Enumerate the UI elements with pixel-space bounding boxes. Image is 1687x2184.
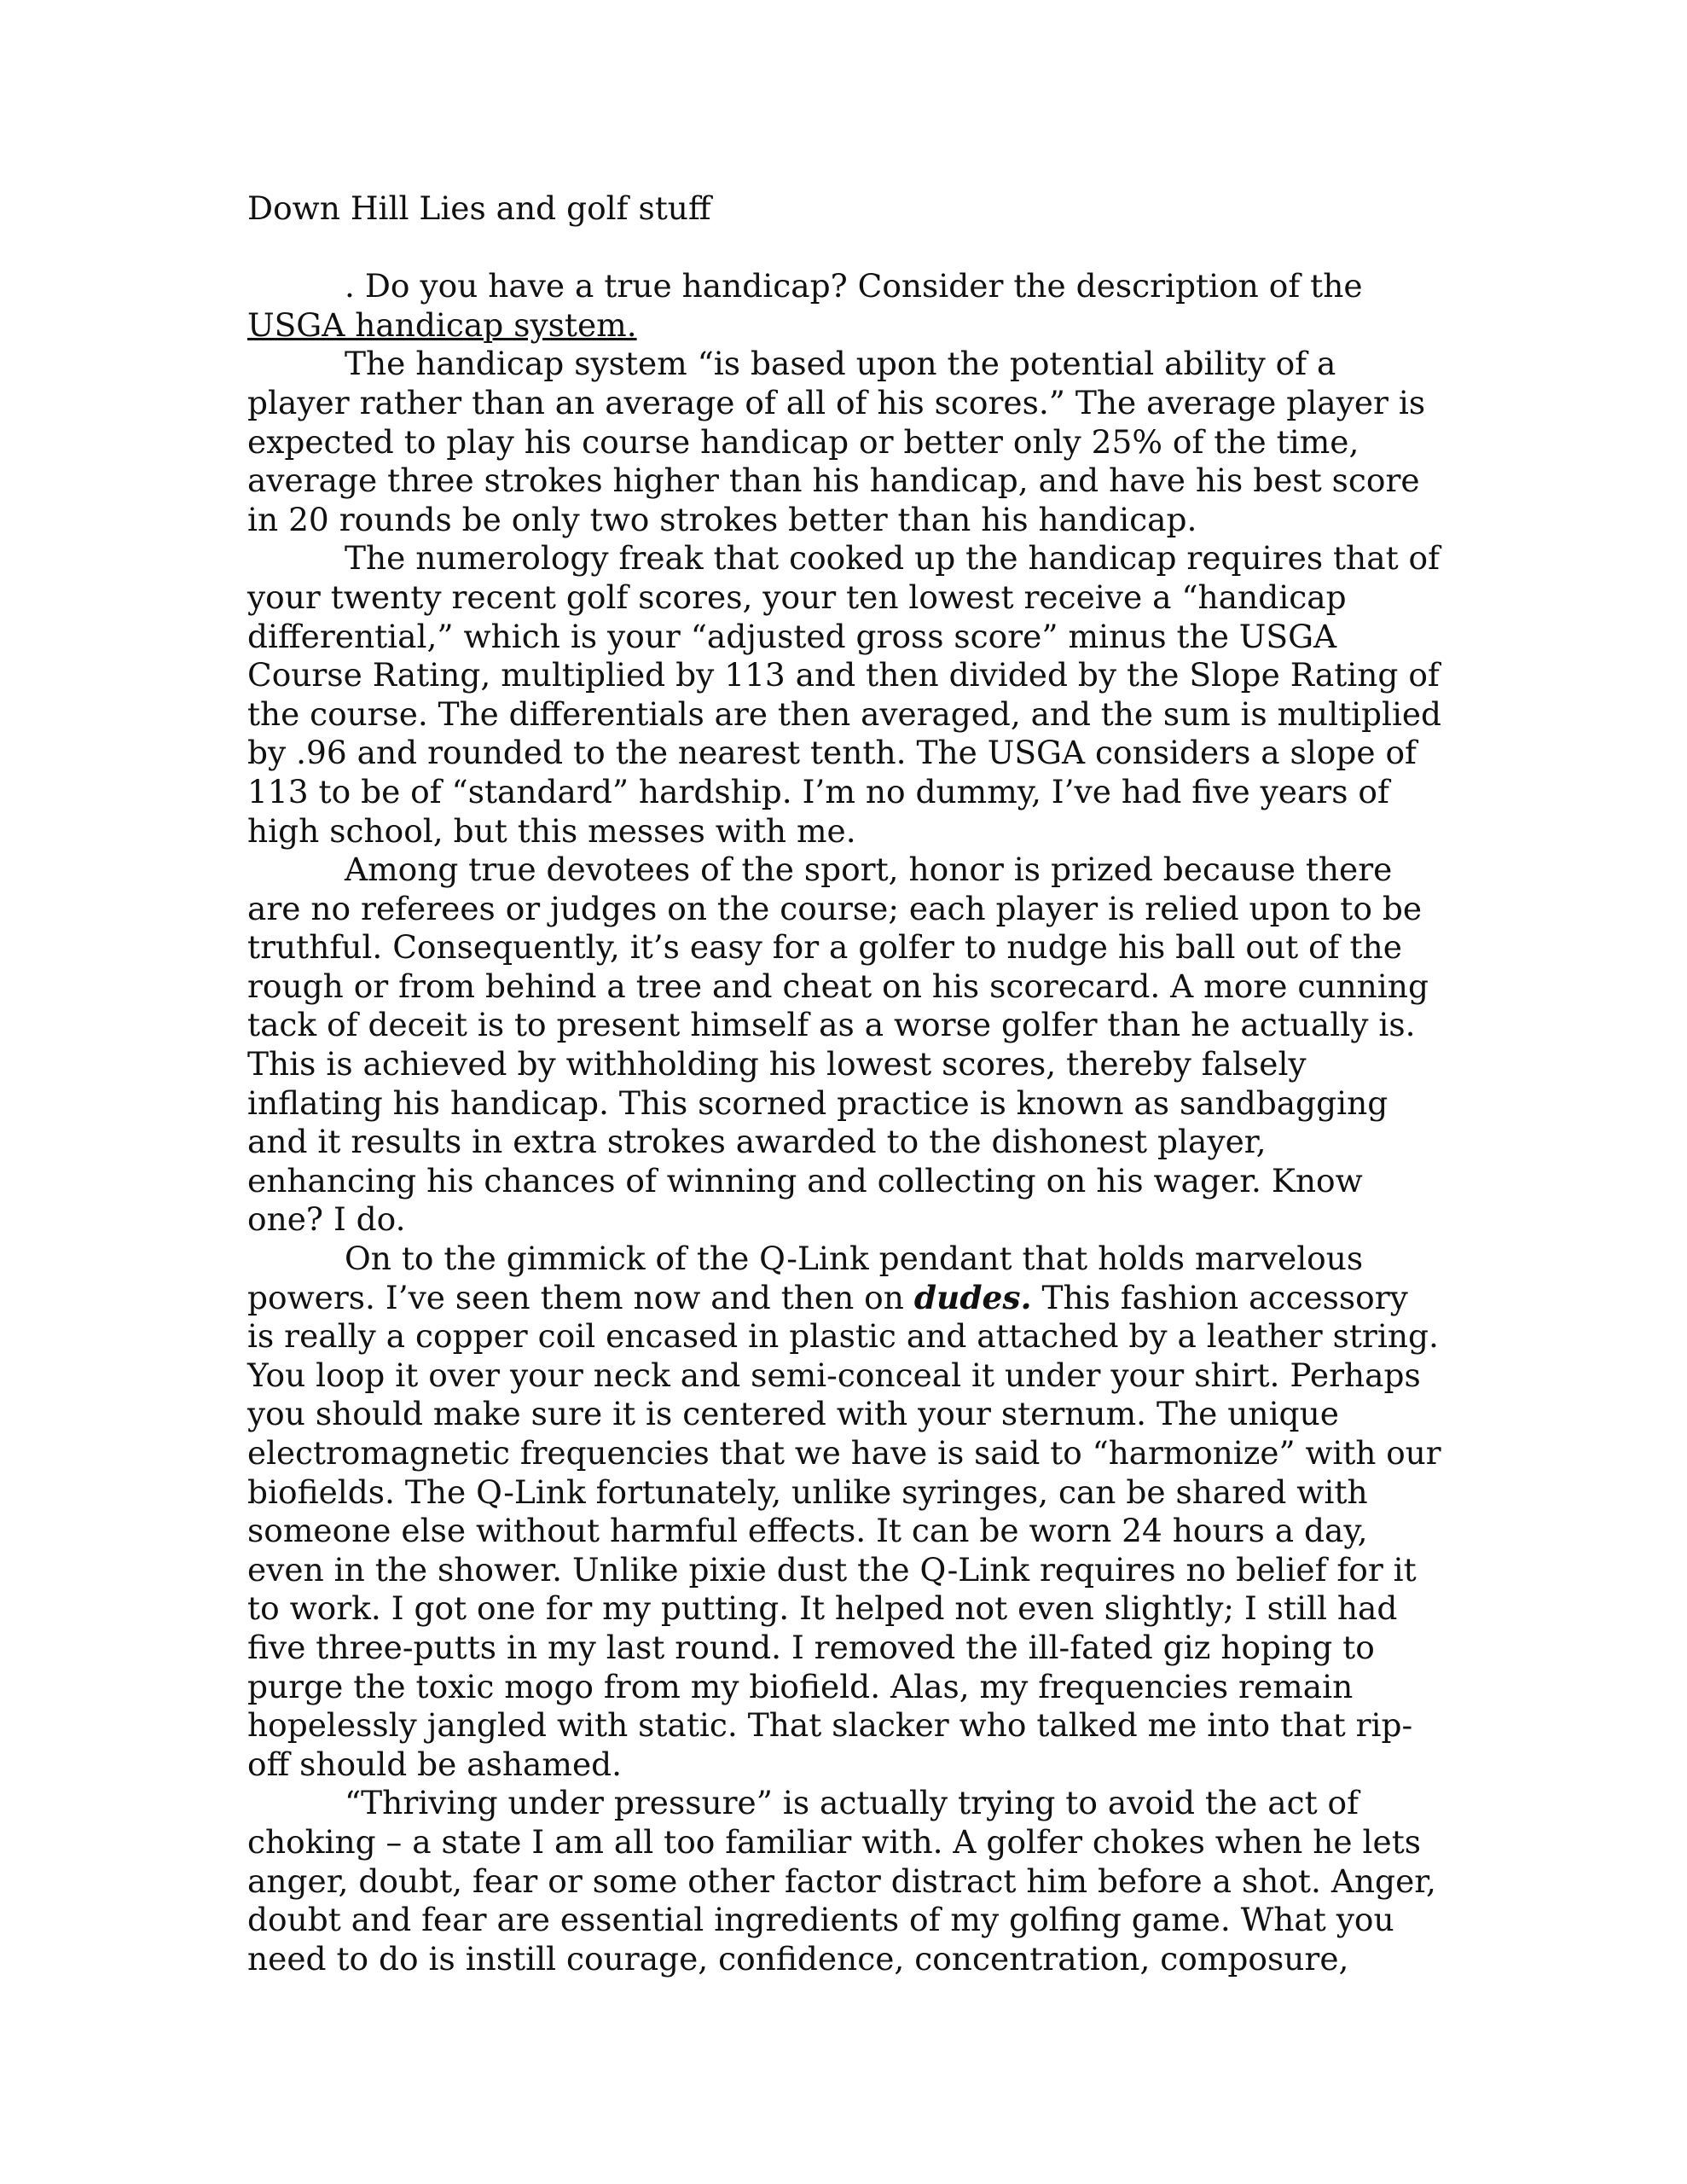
paragraph-line: tack of deceit is to present himself as a worse golfer than he actually is. <box>247 1006 1416 1044</box>
paragraph-line: truthful. Consequently, it’s easy for a golfer to nudge his ball out of the <box>247 928 1402 967</box>
paragraph-q-link <box>247 1240 1441 1784</box>
paragraph-line: expected to play his course handicap or better only 25% of the time, <box>247 422 1359 461</box>
paragraph-honor <box>247 851 1441 1240</box>
paragraph-line: choking – a state I am all too familiar with. A golfer chokes when he lets <box>247 1822 1422 1861</box>
paragraph-pressure <box>247 1784 1441 1978</box>
paragraph-line: high school, but this messes with me. <box>247 811 856 850</box>
intro-line <box>247 267 1441 306</box>
emphasis-dudes: dudes. <box>913 1278 1032 1316</box>
paragraph-line: You loop it over your neck and semi-conceal it under your shirt. Perhaps <box>247 1356 1421 1394</box>
paragraph-line: enhancing his chances of winning and collecting on his wager. Know <box>247 1161 1363 1199</box>
paragraph-line: five three-putts in my last round. I removed the ill-fated giz hoping to <box>247 1628 1375 1666</box>
intro-link-line <box>247 306 1441 346</box>
blank-line <box>247 229 1441 268</box>
line-text: powers. I’ve seen them now and then on <box>247 1278 914 1316</box>
paragraph-line: are no referees or judges on the course; each player is relied upon to be <box>247 889 1423 927</box>
paragraph-line: your twenty recent golf scores, your ten lowest receive a “handicap <box>247 578 1347 616</box>
paragraph-line <box>247 1279 1441 1318</box>
paragraph-line: biofields. The Q-Link fortunately, unlike syringes, can be shared with <box>247 1472 1368 1511</box>
paragraph-line: need to do is instill courage, confidence, concentration, composure, <box>247 1939 1349 1978</box>
paragraph-line: player rather than an average of all of his scores.” The average player is <box>247 383 1426 421</box>
paragraph-line: is really a copper coil encased in plastic and attached by a leather string. <box>247 1317 1439 1356</box>
paragraph-line: to work. I got one for my putting. It helped not even slightly; I still had <box>247 1589 1398 1628</box>
paragraph-line: inflating his handicap. This scorned practice is known as sandbagging <box>247 1083 1388 1122</box>
document-page <box>247 189 1441 1978</box>
paragraph-line: even in the shower. Unlike pixie dust the Q-Link requires no belief for it <box>247 1550 1417 1589</box>
document-title: Down Hill Lies and golf stuff <box>247 189 711 227</box>
paragraph-line: electromagnetic frequencies that we have is said to “harmonize” with our <box>247 1434 1441 1472</box>
paragraph-line: off should be ashamed. <box>247 1745 623 1783</box>
line-text: This fashion accessory <box>1031 1278 1408 1316</box>
paragraph-line: The handicap system “is based upon the potential ability of a <box>345 345 1336 383</box>
intro-paragraph <box>247 267 1441 345</box>
paragraph-line: doubt and fear are essential ingredients of my golfing game. What you <box>247 1901 1394 1939</box>
paragraph-line: Among true devotees of the sport, honor is prized because there <box>345 851 1393 889</box>
paragraph-line: This is achieved by withholding his lowest scores, thereby falsely <box>247 1045 1307 1083</box>
paragraph-line: purge the toxic mogo from my biofield. Alas, my frequencies remain <box>247 1667 1354 1705</box>
paragraph-line: and it results in extra strokes awarded to the dishonest player, <box>247 1123 1267 1161</box>
paragraph-line: 113 to be of “standard” hardship. I’m no dummy, I’ve had five years of <box>247 772 1389 810</box>
intro-text: . Do you have a true handicap? Consider the description of the <box>345 267 1363 305</box>
paragraph-line: the course. The differentials are then averaged, and the sum is multiplied <box>247 694 1442 733</box>
paragraph-line: average three strokes higher than his handicap, and have his best score <box>247 462 1420 500</box>
usga-handicap-link[interactable]: USGA handicap system. <box>247 305 637 344</box>
paragraph-line: On to the gimmick of the Q-Link pendant that holds marvelous <box>345 1240 1364 1278</box>
paragraph-line: someone else without harmful effects. It can be worn 24 hours a day, <box>247 1512 1368 1550</box>
paragraph-line: Course Rating, multiplied by 113 and then divided by the Slope Rating of <box>247 656 1440 694</box>
paragraph-line: rough or from behind a tree and cheat on his scorecard. A more cunning <box>247 967 1429 1005</box>
paragraph-handicap-system <box>247 345 1441 539</box>
paragraph-line: differential,” which is your “adjusted gross score” minus the USGA <box>247 617 1337 655</box>
paragraph-line: you should make sure it is centered with your sternum. The unique <box>247 1395 1339 1433</box>
paragraph-numerology <box>247 539 1441 851</box>
paragraph-line: The numerology freak that cooked up the handicap requires that of <box>345 539 1441 578</box>
paragraph-line: in 20 rounds be only two strokes better than his handicap. <box>247 500 1197 538</box>
paragraph-line: by .96 and rounded to the nearest tenth. The USGA considers a slope of <box>247 734 1417 772</box>
paragraph-line: anger, doubt, fear or some other factor distract him before a shot. Anger, <box>247 1862 1436 1900</box>
paragraph-line: “Thriving under pressure” is actually trying to avoid the act of <box>345 1784 1359 1822</box>
paragraph-line: hopelessly jangled with static. That slacker who talked me into that rip- <box>247 1706 1413 1745</box>
paragraph-line: one? I do. <box>247 1200 406 1239</box>
